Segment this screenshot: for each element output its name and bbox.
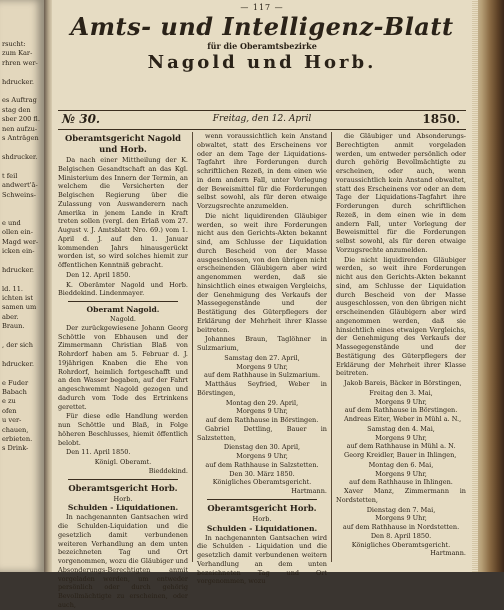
centered-line: Dienstag den 30. April, bbox=[223, 443, 301, 452]
issue-date: Freitag, den 12. April bbox=[212, 114, 312, 124]
facing-page-line: stag den bbox=[2, 105, 31, 114]
facing-page-line: t feil bbox=[2, 171, 18, 180]
facing-page-line: , der sich bbox=[2, 341, 33, 349]
paragraph: die Gläubiger und Absonderungs-Berechtigten anmit vorgeladen werden, um entweder persönlich oder durch gehörig Bevollmächtigte zu erscheinen, oder auch, wenn voraussichtlich kein Anstand obwaltet, statt des Erscheinens vor oder an dem Tage der Liquidations-Tagfahrt ihre Forderungen durch schriftlichen Rezeß, in dem einen wie in dem andern Fall, unter Vorlegung der Beweismittel für die Forderungen selbst sowohl, als für deren etwaige Vorzugsrechte anzumelden. bbox=[336, 132, 466, 254]
paragraph: Andreas Eiter, Weber in Mühl a. N., bbox=[344, 415, 462, 423]
facing-page-line bbox=[2, 68, 40, 77]
section-heading: Oberamtsgericht Horb. bbox=[207, 502, 317, 513]
facing-page-line: rsucht: bbox=[2, 40, 26, 48]
centered-line: Samstag den 4. Mai, bbox=[367, 424, 435, 433]
column-3 bbox=[336, 132, 466, 562]
masthead-title: Amts- und Intelligenz-Blatt bbox=[70, 12, 454, 41]
paragraph: Den 12. April 1850. bbox=[66, 270, 131, 279]
section-heading: Oberamtsgericht Horb. bbox=[68, 482, 178, 493]
page-edges bbox=[472, 0, 478, 572]
section-separator bbox=[68, 301, 178, 302]
issue-number: № 30. bbox=[62, 112, 101, 126]
masthead-places: Nagold und Horb. bbox=[147, 52, 377, 73]
centered-line: auf dem Rathhause in Salzstetten. bbox=[205, 460, 319, 469]
facing-page-line bbox=[2, 162, 40, 171]
centered-line: auf dem Rathhause in Sulzmarium. bbox=[203, 371, 321, 380]
centered-line: Montag den 29. April, bbox=[225, 398, 299, 407]
facing-page-line bbox=[2, 350, 40, 359]
paragraph: Johannes Braun, Taglöhner in Sulzmarium, bbox=[197, 335, 327, 352]
facing-page-line: hdrucker. bbox=[2, 77, 34, 86]
paragraph: Da nach einer Mittheilung der K. Belgischen Gesandtschaft an das Kgl. Ministerium des Innern der Termin, an welchem die Versicherten der Belgischen Regierung über die Zulassung von Auswanderern nach Amerika in jenem Lande in Kraft treten sollen (vergl. den Erlaß vom 27. August v. J. Amtsblatt Nro. 69.) vom 1. April d. J. auf den 1. Januar kommenden Jahrs hinausgerückt worden ist, so wird solches hiemit zur öffentlichen Kenntniß gebracht. bbox=[58, 156, 188, 269]
paragraph: In nachgenannten Gantsachen wird die Schulden - Liquidation und die gesetzlich damit verbundenen weitern Verhandlung an dem unten bezeichneten Tag und Ort vorgenommen, wozu bbox=[197, 533, 327, 586]
issue-bar bbox=[58, 110, 466, 130]
facing-page-line bbox=[2, 369, 40, 378]
facing-page-line: hdrucker. bbox=[2, 265, 34, 274]
centered-line: Horb. bbox=[252, 514, 272, 523]
facing-page-text bbox=[2, 40, 40, 454]
facing-page-line: s Drink- bbox=[2, 444, 29, 453]
facing-page-line: erbieten. bbox=[2, 435, 33, 444]
page-number: — 117 — bbox=[240, 3, 284, 12]
centered-line: Königl. Oberamt. bbox=[94, 458, 152, 466]
issue-year: 1850. bbox=[422, 112, 460, 126]
facing-page-line: e und bbox=[2, 218, 21, 227]
centered-line: auf dem Rathhause in Börstingen. bbox=[344, 406, 458, 415]
column-2 bbox=[197, 132, 327, 586]
facing-page-line: ichten ist bbox=[2, 293, 34, 302]
facing-page-line: ld. 11. bbox=[2, 284, 24, 293]
paragraph: Den 11. April 1850. bbox=[66, 448, 131, 457]
centered-line: Horb. bbox=[113, 494, 133, 503]
centered-line: Den 30. März 1850. bbox=[229, 469, 295, 478]
centered-line: Morgens 9 Uhr, bbox=[236, 407, 288, 416]
paragraph: Der zurückgewiesene Johann Georg Schöttle von Ebhausen und der Zimmermann Christian Blaß von Rohrdorf haben am 5. Februar d. J. 19jährigen Knaben die Ehe von Rohrdorf, heimlich fortgeschafft und an den Wasser begaben, auf der Fahrt angeschwemmt Nagold gezogen und dadurch vom Tode des Ertrinkens gerettet. bbox=[58, 323, 188, 411]
centered-line: Morgens 9 Uhr, bbox=[375, 433, 427, 442]
facing-page-line bbox=[2, 200, 40, 209]
facing-page-line bbox=[2, 256, 40, 265]
facing-page-line: icken ein- bbox=[2, 246, 35, 255]
book-gutter bbox=[44, 0, 52, 572]
paragraph: Xaver Manz, Zimmermann in Nordstetten, bbox=[336, 487, 466, 504]
masthead-subtitle: für die Oberamtsbezirke bbox=[207, 41, 317, 51]
facing-page-line: chauen, bbox=[2, 425, 29, 434]
centered-line: Morgens 9 Uhr, bbox=[375, 514, 427, 523]
section-separator bbox=[68, 479, 178, 480]
centered-line: Samstag den 27. April, bbox=[224, 353, 300, 362]
facing-page-line: e zu bbox=[2, 397, 16, 406]
section-subheading: Schulden - Liquidationen. bbox=[206, 523, 318, 533]
facing-page-line: hdrucker. bbox=[2, 359, 34, 368]
paragraph: K. Oberämter Nagold und Horb. Bieddekind. Lindenmayer. bbox=[58, 280, 188, 298]
centered-line: Dienstag den 7. Mai, bbox=[366, 505, 436, 514]
column-rule bbox=[331, 132, 332, 562]
facing-page-line: e Fuder bbox=[2, 378, 29, 387]
signature-line: Hartmann. bbox=[291, 487, 327, 495]
facing-page-line: sber 200 fl. bbox=[2, 115, 40, 124]
facing-page-line: s Anträgen bbox=[2, 134, 39, 143]
facing-page-line: aber. bbox=[2, 312, 19, 321]
section-separator bbox=[207, 499, 317, 500]
signature-line: Bieddekind. bbox=[148, 466, 188, 475]
section-subheading: Schulden - Liquidationen. bbox=[67, 503, 179, 513]
centered-line: Montag den 6. Mai, bbox=[368, 460, 434, 469]
newspaper-page bbox=[52, 0, 472, 609]
centered-line: Königliches Oberamtsgericht. bbox=[212, 478, 312, 487]
facing-page-line: samen um bbox=[2, 303, 37, 312]
centered-line: Königliches Oberamtsgericht. bbox=[351, 540, 451, 549]
centered-line: auf dem Rathhause in Mühl a. N. bbox=[346, 442, 456, 451]
paragraph: Die nicht liquidirenden Gläubiger werden, so weit ihre Forderungen nicht aus den Gerichts-Akten bekannt sind, am Schlusse der Liquidation durch Bescheid von der Masse ausgeschlossen, von den übrigen nicht erscheinenden Gläubigern aber wird angenommen werden, daß sie hinsichtlich eines etwaigen Vergleichs, der Genehmigung des Verkaufs der Massegegenstände und der Bestätigung des Güterpflegers der Erklärung der Mehrheit ihrer Klasse beitreten. bbox=[336, 255, 466, 378]
paragraph: Die nicht liquidirenden Gläubiger werden, so weit ihre Forderungen nicht aus den Gerichts-Akten bekannt sind, am Schlusse der Liquidation durch Bescheid von der Masse ausgeschlossen, von den übrigen nicht erscheinenden Gläubigern aber wird angenommen werden, daß sie hinsichtlich eines etwaigen Vergleichs, der Genehmigung des Verkaufs der Massegegenstände und der Bestätigung des Güterpflegers der Erklärung der Mehrheit ihrer Klasse beitreten. bbox=[197, 211, 327, 334]
signature-line: Hartmann. bbox=[430, 549, 466, 558]
facing-page-line: ollen ein- bbox=[2, 228, 33, 237]
facing-page-line: Schweins- bbox=[2, 190, 36, 199]
paragraph: Georg Kreidler, Bauer in Ihlingen, bbox=[344, 451, 457, 459]
column-1 bbox=[58, 132, 188, 609]
facing-page-fragment bbox=[0, 0, 44, 572]
centered-line: auf dem Rathhause in Ihlingen. bbox=[349, 478, 453, 487]
facing-page-line: rhren wer- bbox=[2, 58, 38, 67]
paragraph: Matthäus Seyfried, Weber in Börstingen, bbox=[197, 380, 327, 397]
facing-page-line: shdrucker. bbox=[2, 152, 38, 161]
facing-page-line: Magd wer- bbox=[2, 237, 39, 246]
centered-line: Freitag den 3. Mai, bbox=[369, 388, 433, 397]
column-rule bbox=[192, 132, 193, 562]
facing-page-line: ofen bbox=[2, 406, 17, 415]
centered-line: Morgens 9 Uhr, bbox=[375, 469, 427, 478]
facing-page-line bbox=[2, 143, 40, 152]
facing-page-line: Babach bbox=[2, 388, 27, 397]
masthead bbox=[52, 13, 472, 74]
facing-page-line: andwert'ā- bbox=[2, 181, 38, 190]
paragraph: In nachgenannten Gantsachen wird die Schulden-Liquidation und die gesetzlich damit verbundenen weiteren Verhandlung an dem unten bezeichneten Tag und Ort vorgenommen, wozu die Gläubiger und Absonderungs-Berechtigten anmit vorgeladen werden, um entweder persönlich oder durch gehörig Bevollmächtigte zu erscheinen, oder auch, bbox=[58, 513, 188, 609]
centered-line: auf dem Rathhause in Nordstetten. bbox=[342, 523, 460, 531]
facing-page-line: zum Kar- bbox=[2, 49, 33, 58]
facing-page-line: u ver- bbox=[2, 416, 22, 425]
facing-page-line: nen aufzu- bbox=[2, 124, 38, 133]
paragraph: Für diese edle Handlung werden nun Schöttle und Blaß, in Folge höheren Beschlusses, hiemit öffentlich belobt. bbox=[58, 412, 188, 447]
centered-line: Morgens 9 Uhr, bbox=[236, 362, 288, 371]
centered-line: Morgens 9 Uhr, bbox=[236, 452, 288, 460]
facing-page-line bbox=[2, 275, 40, 284]
centered-line: Morgens 9 Uhr, bbox=[375, 397, 427, 406]
facing-page-line bbox=[2, 209, 40, 218]
facing-page-line bbox=[2, 87, 40, 96]
paragraph: Gabriel Dettling, Bauer in Salzstetten, bbox=[197, 424, 327, 442]
section-heading: Oberamtsgericht Nagold und Horb. bbox=[64, 133, 182, 154]
centered-line: auf dem Rathhause in Börstingen. bbox=[205, 416, 319, 424]
centered-line: Den 8. April 1850. bbox=[370, 531, 432, 540]
paragraph: Jakob Bareis, Bäcker in Börstingen, bbox=[344, 379, 462, 387]
facing-page-line: es Auftrag bbox=[2, 96, 37, 105]
paragraph: wenn voraussichtlich kein Anstand obwaltet, statt des Erscheinens vor oder an dem Tage der Liquidations-Tagfahrt ihre Forderungen durch schriftlichen Rezeß, in dem einen wie in dem andern Fall, unter Vorlegung der Beweismittel für die Forderungen selbst sowohl, als für deren etwaige Vorzugsrechte anzumelden. bbox=[197, 132, 327, 210]
section-subheading: Oberamt Nagold. bbox=[86, 305, 160, 314]
facing-page-line bbox=[2, 332, 40, 341]
facing-page-line: Braun. bbox=[2, 322, 25, 331]
centered-line: Nagold. bbox=[110, 315, 136, 323]
